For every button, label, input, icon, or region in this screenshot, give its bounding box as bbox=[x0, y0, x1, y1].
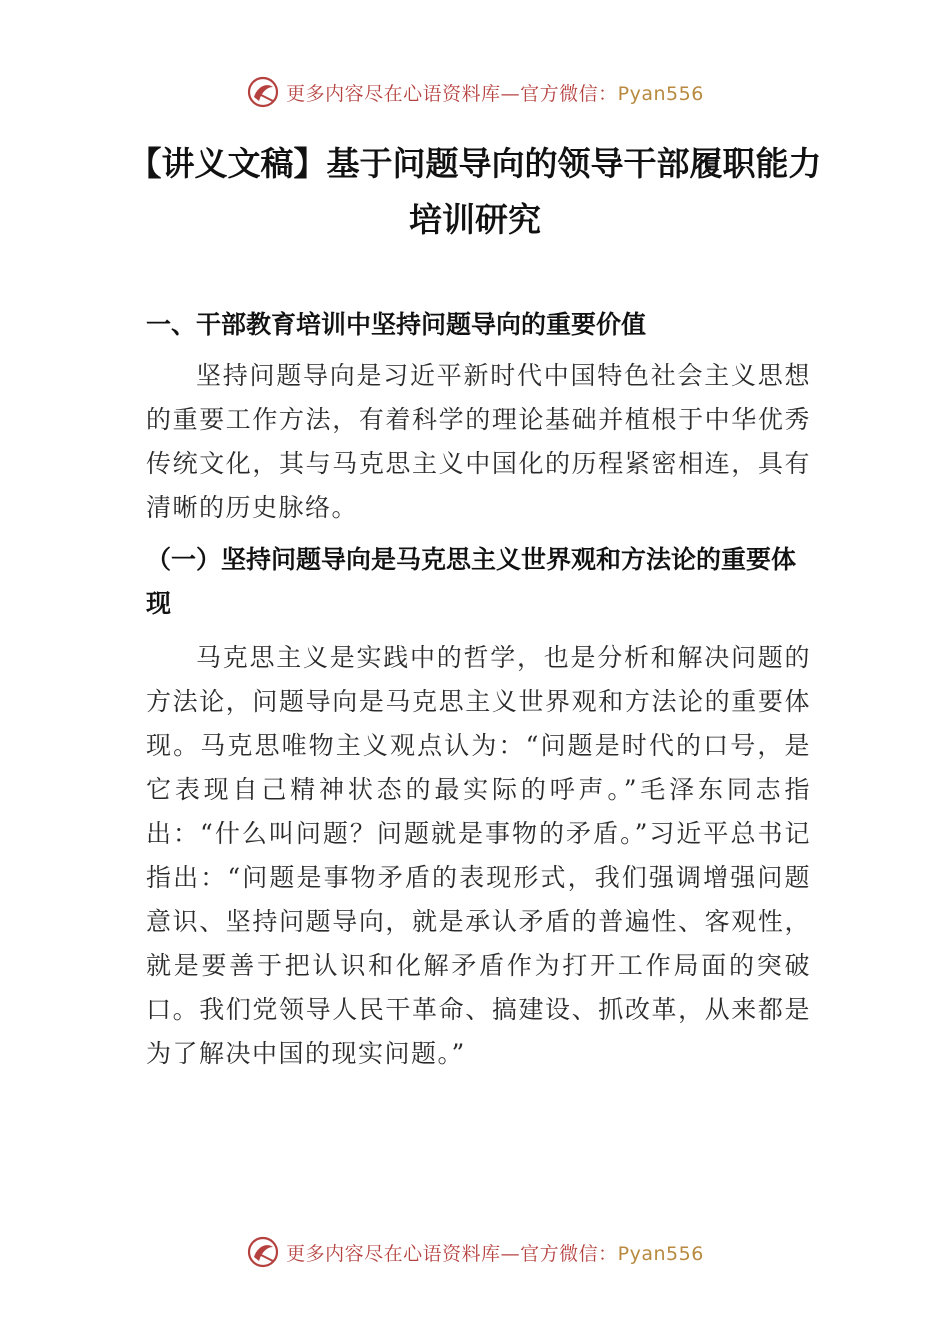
footer-banner bbox=[0, 1232, 950, 1272]
library-logo-icon bbox=[246, 75, 280, 109]
wechat-id: Pyan556 bbox=[617, 1242, 704, 1265]
paragraph: 马克思主义是实践中的哲学，也是分析和解决问题的方法论，问题导向是马克思主义世界观和方法论的重要体现。马克思唯物主义观点认为：“问题是时代的口号，是它表现自己精神状态的最实际的呼声。”毛泽东同志指出：“什么叫问题？问题就是事物的矛盾。”习近平总书记指出：“问题是事物矛盾的表现形式，我们强调增强问题意识、坚持问题导向，就是承认矛盾的普遍性、客观性，就是要善于把认识和化解矛盾作为打开工作局面的突破口。我们党领导人民干革命、搞建设、抓改革，从来都是为了解决中国的现实问题。” bbox=[146, 643, 811, 1068]
section-heading: 一、干部教育培训中坚持问题导向的重要价值 bbox=[146, 310, 647, 339]
document-title: 【讲义文稿】基于问题导向的领导干部履职能力培训研究 bbox=[128, 144, 822, 239]
subsection-heading: （一）坚持问题导向是马克思主义世界观和方法论的重要体现 bbox=[146, 545, 797, 618]
banner-text: 更多内容尽在心语资料库—官方微信：Pyan556 bbox=[286, 1242, 704, 1265]
library-logo-icon bbox=[246, 1235, 280, 1269]
banner-text: 更多内容尽在心语资料库—官方微信：Pyan556 bbox=[286, 82, 704, 105]
header-banner bbox=[0, 72, 950, 112]
wechat-id: Pyan556 bbox=[617, 82, 704, 105]
document-body bbox=[146, 302, 811, 1076]
paragraph: 坚持问题导向是习近平新时代中国特色社会主义思想的重要工作方法，有着科学的理论基础并植根于中华优秀传统文化，其与马克思主义中国化的历程紧密相连，具有清晰的历史脉络。 bbox=[146, 361, 811, 522]
